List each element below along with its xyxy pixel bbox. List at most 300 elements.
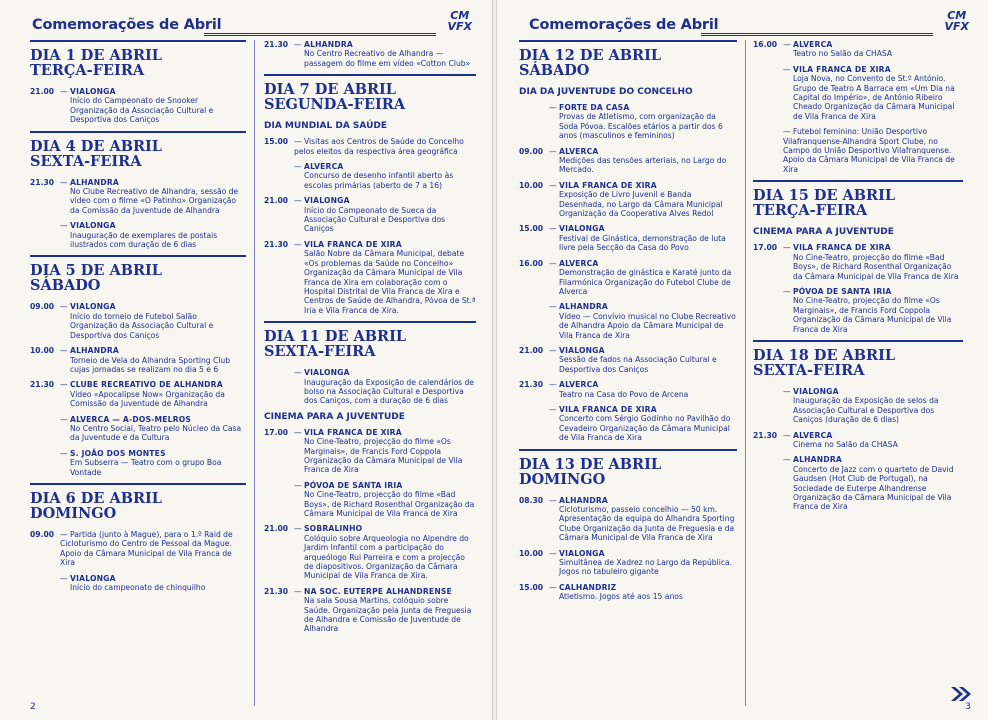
event-body [549, 380, 737, 399]
event-place: ALHANDRA [559, 495, 608, 505]
day-rule [264, 321, 476, 323]
event-item [753, 387, 963, 425]
event-place: VIALONGA [70, 573, 116, 583]
event-place: ALHANDRA [793, 455, 842, 465]
event-time: 10.00 [519, 548, 544, 558]
event-body [783, 243, 963, 281]
dash: — [294, 368, 305, 378]
event-body [783, 387, 963, 425]
header-rule [204, 33, 436, 36]
event-body [549, 259, 737, 297]
dash: — [549, 146, 560, 156]
logo-top: CM [947, 9, 967, 22]
event-line [549, 103, 737, 112]
event-body [549, 549, 737, 577]
day-section [30, 131, 246, 250]
event-description: Inauguração da Exposição de selos da Associação Cultural e Desportiva dos Caniços (duração de 6 dias) [793, 396, 939, 425]
event-item [30, 178, 246, 216]
event-place: FORTE DA CASA [559, 103, 630, 112]
event-item [264, 587, 476, 634]
event-line [549, 259, 737, 268]
dash: — [294, 196, 305, 206]
event-line [294, 368, 476, 377]
event-time: 21.00 [519, 345, 544, 355]
event-item [30, 415, 246, 443]
event-body [549, 181, 737, 219]
event-place: VIALONGA [304, 368, 350, 378]
event-line [783, 243, 963, 252]
day-title-line: DIA 4 DE ABRIL [30, 137, 163, 155]
day-section [30, 255, 246, 477]
day-section [519, 40, 737, 443]
event-time: 21.30 [264, 239, 289, 249]
event-description: No Cine-Teatro, projecção do filme «Bad Boys», de Richard Rosenthal Organização da Câmara Municipal de Vila Franca de Xira [793, 252, 959, 281]
event-description: Cinema no Salão da CHASA [793, 439, 898, 449]
event-item [519, 302, 737, 340]
event-description: Concerto de Jazz com o quarteto de David Gaudsen (Hot Club de Portugal), na Sociedade de Euterpe Alhandrense Organização da Câmara Municipal de Vila Franca de Xira [793, 464, 954, 512]
event-time: 21.30 [30, 177, 55, 187]
event-time: 17.00 [264, 427, 289, 437]
dash: — [783, 64, 794, 74]
event-body [60, 380, 246, 408]
event-time: 16.00 [519, 258, 544, 268]
event-description: Vídeo — Convívio musical no Clube Recreativo de Alhandra Apoio da Câmara Municipal de Vila Franca de Xira [559, 311, 736, 340]
event-body [60, 449, 246, 477]
event-line [60, 415, 246, 424]
event-item [264, 40, 476, 68]
event-item [264, 137, 476, 156]
day-title [753, 348, 963, 378]
event-description: Demonstração de ginástica e Karaté junto da Filarmónica Organização do Futebol Clube de Alverca [559, 268, 732, 296]
dash: — [783, 40, 794, 49]
event-time: 17.00 [753, 243, 778, 253]
event-line [549, 181, 737, 190]
dash: — [783, 386, 794, 396]
dash: — [783, 286, 794, 296]
event-time: 21.30 [753, 430, 778, 440]
day-title [519, 48, 737, 78]
event-time: 21.30 [264, 586, 289, 596]
day-subtitle: DIA DA JUVENTUDE DO CONCELHO [519, 87, 693, 97]
dash: — [60, 221, 71, 231]
event-item [264, 368, 476, 406]
event-body [60, 178, 246, 216]
event-place: PÓVOA DE SANTA IRIA [793, 286, 892, 296]
event-place: VIALONGA [793, 386, 839, 396]
event-item [264, 524, 476, 580]
event-item [264, 240, 476, 315]
day-title [30, 263, 246, 293]
event-line [549, 302, 737, 311]
day-title [519, 457, 737, 487]
event-place: VIALONGA [70, 221, 116, 231]
page-header [515, 10, 975, 44]
event-time: 08.30 [519, 495, 544, 505]
event-item [753, 243, 963, 281]
event-description: Simultânea de Xadrez no Largo da República. Jogos no tabuleiro gigante [559, 558, 733, 577]
event-time: 15.00 [519, 582, 544, 592]
event-place: SOBRALINHO [304, 524, 363, 534]
dash: — [549, 582, 560, 592]
event-item [264, 162, 476, 190]
column-divider [254, 40, 255, 706]
event-body [549, 147, 737, 175]
day-rule [753, 340, 963, 342]
header-title: Comemorações de Abril [32, 17, 222, 33]
event-item [264, 481, 476, 519]
event-item [519, 346, 737, 374]
event-description: Início do Campeonato de Sueca da Associação Cultural e Desportiva dos Caniços [304, 205, 446, 234]
event-place: VIALONGA [70, 87, 116, 96]
event-line [294, 196, 476, 205]
header-title: Comemorações de Abril [529, 17, 719, 33]
day-subtitle: DIA MUNDIAL DA SAÚDE [264, 121, 388, 132]
next-page-arrow-icon[interactable] [949, 686, 973, 702]
event-item [519, 259, 737, 297]
dash: — [60, 448, 71, 458]
event-place: ALHANDRA [70, 346, 119, 356]
event-body [294, 137, 476, 156]
event-line [549, 224, 737, 233]
event-description: Início do campeonato de chinquilho [70, 583, 206, 592]
event-line [60, 380, 246, 389]
day-title-line: DIA 1 DE ABRIL [30, 47, 163, 64]
event-line [783, 287, 963, 296]
event-body [294, 368, 476, 406]
event-time: 21.00 [264, 196, 289, 206]
event-body [783, 65, 963, 121]
dash: — [294, 40, 305, 49]
event-item [30, 574, 246, 593]
dash: — [783, 430, 794, 440]
day-title-line: SEXTA-FEIRA [753, 361, 865, 379]
event-description: Sessão de fados na Associação Cultural e Desportiva dos Caniços [559, 355, 717, 374]
dash: — [549, 302, 560, 312]
event-place: ALVERCA [559, 258, 599, 268]
event-body [783, 431, 963, 450]
dash: — [60, 346, 71, 356]
dash: — [294, 137, 305, 147]
event-line [549, 346, 737, 355]
day-rule [519, 40, 737, 42]
event-time: 10.00 [519, 180, 544, 190]
day-title [264, 82, 476, 112]
header-rule [701, 33, 933, 36]
event-line [294, 587, 476, 596]
event-place: VILA FRANCA DE XIRA [304, 239, 402, 249]
event-place: VIALONGA [559, 224, 605, 234]
dash: — [60, 87, 71, 96]
event-body [783, 127, 963, 174]
event-line [60, 574, 246, 583]
event-line [60, 449, 246, 458]
event-description: No Cine-Teatro, projecção do filme «Os Marginais», de Francis Ford Coppola Organização da Câmara Municipal de Vila Franca de Xira [793, 296, 952, 334]
event-place: ALVERCA [793, 430, 833, 440]
event-item [519, 583, 737, 602]
dash: — [60, 177, 71, 187]
event-time: 09.00 [30, 529, 55, 539]
dash: — [549, 258, 560, 268]
event-line [549, 380, 737, 389]
logo-bottom: VFX [944, 20, 969, 33]
event-body [60, 530, 246, 568]
logo-bottom: VFX [447, 20, 472, 33]
dash: — [549, 548, 560, 558]
event-place: VILA FRANCA DE XIRA [793, 243, 891, 253]
day-title-line: SEXTA-FEIRA [30, 152, 142, 170]
event-description: Torneio de Vela do Alhandra Sporting Club cujas jornadas se realizam no dia 5 e 6 [70, 355, 231, 374]
event-line [549, 147, 737, 156]
day-section [30, 483, 246, 592]
cmvfx-logo [944, 10, 969, 32]
event-time: 21.30 [30, 380, 55, 390]
page-left [0, 0, 493, 720]
page-number: 2 [30, 702, 36, 712]
day-title-line: SEGUNDA-FEIRA [264, 96, 406, 114]
dash: — [60, 573, 71, 583]
event-item [753, 65, 963, 121]
event-time: 10.00 [30, 346, 55, 356]
page-right [496, 0, 988, 720]
event-item [753, 287, 963, 334]
event-description: Inauguração da Exposição de calendários de bolso na Associação Cultural e Desportiva dos Caniços, com a duração de 6 dias [304, 377, 474, 406]
page-header [18, 10, 478, 44]
event-line [294, 240, 476, 249]
event-line [294, 162, 476, 171]
event-place: VILA FRANCA DE XIRA [559, 180, 657, 190]
event-body [783, 40, 963, 59]
event-place: ALVERCA [793, 40, 833, 49]
event-description: Atletismo. Jogos até aos 15 anos [559, 592, 683, 602]
event-body [783, 455, 963, 511]
event-item [519, 405, 737, 443]
day-section [264, 321, 476, 634]
event-place: ALVERCA [559, 380, 599, 390]
dash: — [549, 180, 560, 190]
event-place: VILA FRANCA DE XIRA [793, 64, 891, 74]
event-item [519, 224, 737, 252]
event-description: Partida (junto à Mague), para o 1.º Raid de Cicloturismo do Centro de Pessoal da Mague. Apoio da Câmara Municipal de Vila Franca de Xira [60, 529, 233, 568]
event-body [60, 346, 246, 374]
page-number: 3 [965, 702, 971, 712]
event-line [549, 549, 737, 558]
event-body [294, 196, 476, 234]
event-item [30, 346, 246, 374]
event-body [549, 302, 737, 340]
event-place: ALHANDRA [70, 177, 119, 187]
day-rule [753, 180, 963, 182]
logo-top: CM [450, 9, 470, 22]
event-time: 21.30 [264, 40, 289, 49]
event-item [519, 103, 737, 141]
event-description: Provas de Atletismo, com organização da Soda Póvoa. Escalões etários a partir dos 6 anos (masculinos e femininos) [559, 112, 723, 141]
event-time: 21.00 [264, 524, 289, 534]
event-place: VIALONGA [304, 196, 350, 206]
event-time: 09.00 [30, 302, 55, 312]
event-place: PÓVOA DE SANTA IRIA [304, 480, 403, 490]
event-place: VIALONGA [559, 345, 605, 355]
event-item [30, 302, 246, 340]
event-description: No Cine-Teatro, projecção do filme «Bad Boys», de Richard Rosenthal Organização da Câmara Municipal de Vila Franca de Xira [304, 490, 475, 518]
event-place: ALVERCA — A-DOS-MELROS [70, 414, 192, 424]
day-title-line: DIA 12 DE ABRIL [519, 47, 662, 64]
event-time: 16.00 [753, 40, 778, 49]
day-section [753, 180, 963, 334]
event-place: NA SOC. EUTERPE ALHANDRENSE [304, 586, 452, 596]
event-body [549, 103, 737, 141]
event-line [294, 481, 476, 490]
event-item [519, 496, 737, 543]
day-subtitle: CINEMA PARA A JUVENTUDE [264, 411, 405, 422]
event-place: CALHANDRIZ [559, 582, 617, 592]
event-description: Festival de Ginástica, demonstração de luta livre pela Secção da Casa do Povo [559, 233, 726, 253]
event-item [30, 449, 246, 477]
event-line [783, 65, 963, 74]
dash: — [549, 495, 560, 505]
dash: — [60, 414, 71, 424]
event-description: Início do torneio de Futebol Salão Organização da Associação Cultural e Desportiva dos Caniços [70, 311, 214, 340]
dash: — [783, 127, 794, 137]
day-rule [30, 131, 246, 133]
event-time: 15.00 [264, 137, 289, 147]
day-subtitle: CINEMA PARA A JUVENTUDE [753, 227, 894, 238]
event-time: 15.00 [519, 224, 544, 234]
dash: — [294, 586, 305, 596]
event-line [783, 40, 963, 49]
day-section [30, 40, 246, 125]
day-title-line: DOMINGO [519, 470, 606, 488]
event-body [549, 224, 737, 252]
dash: — [549, 345, 560, 355]
event-place: VIALONGA [70, 302, 116, 312]
event-place: VILA FRANCA DE XIRA [304, 427, 402, 437]
event-line [60, 221, 246, 230]
event-line [549, 405, 737, 414]
dash: — [60, 302, 71, 312]
event-body [549, 405, 737, 443]
event-item [753, 40, 963, 59]
event-body [294, 481, 476, 519]
event-description: No Cine-Teatro, projecção do filme «Os Marginais», de Francis Ford Coppola Organização da Câmara Municipal de Vila Franca de Xira [304, 437, 463, 475]
event-description: Futebol feminino: União Desportivo Vilafranquense-Alhandra Sport Clube, no Campo do União Desportivo Vilafranquense. Apoio da Câmara Municipal de Vila Franca de Xira [783, 127, 955, 174]
day-rule [519, 449, 737, 451]
event-place: ALHANDRA [559, 302, 608, 312]
dash: — [294, 480, 305, 490]
event-line [294, 524, 476, 533]
event-place: ALVERCA [559, 146, 599, 156]
event-description: Visitas aos Centros de Saúde do Concelho pelos eleitos da respectiva área geográfica [294, 137, 464, 156]
event-description: Salão Nobre da Câmara Municipal, debate «Os problemas da Saúde no Concelho» Organização da Câmara Municipal de Vila Franca de Xira em colaboração com o Hospital Distrital de Vila Franca de Xira e Centros de Saúde de Alhandra, Póvoa de St.ª Iria e Vila Franca de Xira. [304, 249, 476, 315]
day-rule [30, 40, 246, 42]
event-line [294, 137, 476, 156]
day-title-line: SÁBADO [519, 62, 590, 79]
event-description: Inauguração de exemplares de postais ilustrados com duração de 6 dias [70, 230, 218, 250]
event-body [60, 415, 246, 443]
event-description: Cicloturismo, passeio concelhio — 50 km. Apresentação da equipa do Alhandra Sporting Clube Organização da Junta de Freguesia e da Câmara Municipal de Vila Franca de Xira [559, 505, 735, 543]
event-body [549, 583, 737, 602]
day-section [264, 74, 476, 315]
day-title [264, 329, 476, 359]
event-description: Exposição de Livro Juvenil e Banda Desenhada, no Largo da Câmara Municipal Organização da Cooperativa Alves Redol [559, 190, 723, 219]
event-line [60, 530, 246, 568]
column-left-2 [264, 40, 476, 640]
event-body [60, 87, 246, 125]
event-description: No Centro Recreativo de Alhandra — passagem do filme em vídeo «Cotton Club» [304, 49, 471, 68]
event-item [519, 181, 737, 219]
column-left-1 [30, 40, 246, 598]
event-description: Medições das tensões arteriais, no Largo do Mercado. [559, 156, 727, 175]
day-rule [30, 483, 246, 485]
dash: — [783, 243, 794, 253]
event-body [294, 428, 476, 475]
event-line [549, 496, 737, 505]
event-body [60, 574, 246, 593]
day-title [30, 48, 246, 78]
day-title-line: DIA 18 DE ABRIL [753, 346, 896, 364]
event-body [783, 287, 963, 334]
day-title-line: TERÇA-FEIRA [30, 62, 145, 79]
event-item [264, 196, 476, 234]
event-description: Teatro no Salão da CHASA [793, 49, 893, 59]
event-description: Loja Nova, no Convento de St.º António. Grupo de Teatro A Barraca em «Um Dia na Capital do Império», de António Ribeiro Cheado Organização da Câmara Municipal de Vila Franca de Xira [793, 74, 955, 121]
event-time: 21.30 [519, 380, 544, 390]
day-section [519, 449, 737, 602]
dash: — [294, 427, 305, 437]
event-description: Vídeo «Apocalipse Now» Organização da Comissão da Juventude de Alhandra [70, 389, 225, 409]
dash: — [294, 162, 305, 172]
dash: — [60, 529, 71, 539]
dash: — [294, 239, 305, 249]
event-line [60, 346, 246, 355]
day-title [30, 139, 246, 169]
event-place: ALVERCA [304, 162, 344, 172]
event-item [264, 428, 476, 475]
event-body [549, 346, 737, 374]
event-place: ALHANDRA [304, 40, 353, 49]
event-item [30, 380, 246, 408]
day-title-line: DOMINGO [30, 504, 117, 522]
event-line [783, 387, 963, 396]
day-title-line: DIA 15 DE ABRIL [753, 187, 896, 205]
column-divider [745, 40, 746, 706]
event-description: Na sala Sousa Martins, colóquio sobre Saúde. Organização pela Junta de Freguesia de Alhandra e Comissão de Juventude de Alhandra [304, 596, 472, 634]
event-description: Início do Campeonato de Snooker Organização da Associação Cultural e Desportiva dos Caniços [70, 96, 214, 125]
event-description: Colóquio sobre Arqueologia no Alpendre do Jardim Infantil com a participação do arqueólogo Rui Parreira e com a projecção de diapositivos. Organização da Câmara Municipal de Vila Franca de Xira. [304, 533, 469, 581]
event-item [519, 147, 737, 175]
event-place: CLUBE RECREATIVO DE ALHANDRA [70, 380, 223, 390]
event-place: VIALONGA [559, 548, 605, 558]
dash: — [549, 103, 560, 112]
event-body [60, 302, 246, 340]
event-body [294, 40, 476, 68]
column-right-2 [753, 40, 963, 518]
dash: — [549, 380, 560, 390]
event-place: VILA FRANCA DE XIRA [559, 404, 657, 414]
day-title-line: SÁBADO [30, 277, 101, 295]
event-item [519, 380, 737, 399]
event-description: No Clube Recreativo de Alhandra, sessão de vídeo com o filme «O Patinho» Organização da Comissão da Juventude de Alhandra [70, 187, 239, 215]
event-line [60, 178, 246, 187]
event-description: Teatro na Casa do Povo de Arcena [559, 389, 689, 399]
day-title-line: DIA 13 DE ABRIL [519, 455, 662, 473]
event-body [294, 587, 476, 634]
event-description: Concurso de desenho infantil aberto às escolas primárias (aberto de 7 a 16) [304, 171, 454, 190]
event-description: No Centro Social, Teatro pelo Núcleo da Casa da Juventude e da Cultura [70, 423, 242, 443]
cmvfx-logo [447, 10, 472, 32]
day-title [30, 491, 246, 521]
day-title-line: DIA 6 DE ABRIL [30, 489, 163, 507]
event-line [60, 302, 246, 311]
